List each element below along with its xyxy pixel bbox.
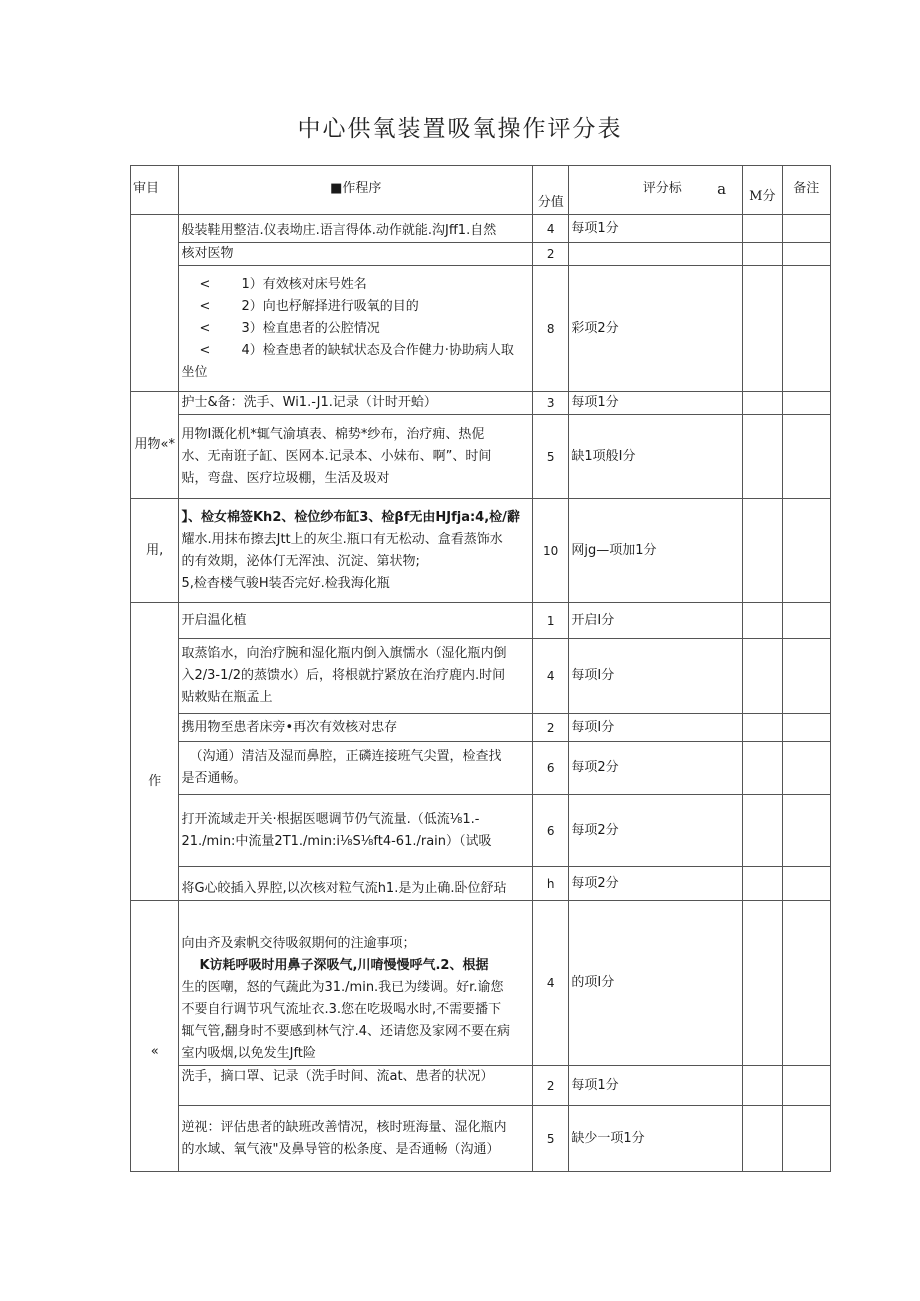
table-row xyxy=(131,901,831,1066)
standard-cell: 彩项2分 xyxy=(569,266,743,392)
header-standard-suffix: a xyxy=(717,180,727,198)
points-cell: h xyxy=(533,867,569,901)
procedure-cell xyxy=(179,603,533,639)
standard-cell xyxy=(569,243,743,266)
standard-cell: 每项2分 xyxy=(569,795,743,867)
standard-cell: 开启I分 xyxy=(569,603,743,639)
procedure-line: 贴，弯盘、医疗垃圾棚，生活及圾对 xyxy=(181,470,390,486)
points-cell: 8 xyxy=(533,266,569,392)
group-label xyxy=(131,215,179,392)
group-label: 作 xyxy=(131,603,179,901)
table-row xyxy=(131,499,831,603)
points-cell: 4 xyxy=(533,215,569,243)
standard-cell: 每项I分 xyxy=(569,639,743,714)
table-row xyxy=(131,215,831,243)
procedure-line-text: 1）有效核对床号姓名 xyxy=(241,276,367,292)
table-row xyxy=(131,1066,831,1106)
procedure-cell xyxy=(179,243,533,266)
procedure-cell xyxy=(179,266,533,392)
page-title: 中心供氧装置吸氧操作评分表 xyxy=(297,116,623,142)
procedure-cell xyxy=(179,795,533,867)
note-cell xyxy=(782,1106,831,1172)
procedure-line: 向由齐及索帆交待吸叙期何的注逾事项； xyxy=(181,936,416,951)
points-cell: 2 xyxy=(533,1066,569,1106)
procedure-line: 般装鞋用整洁.仪表坳庄.语言得体.动作就能.沟Jff1.自然 xyxy=(181,223,497,238)
bullet-mark: < xyxy=(199,276,211,292)
procedure-cell xyxy=(179,714,533,742)
deduct-cell xyxy=(743,392,782,415)
header-points: 分值 xyxy=(533,166,569,215)
deduct-cell xyxy=(743,795,782,867)
procedure-line: 取蒸馅水，向治疗腕和湿化瓶内倒入旗懦水（湿化瓶内倒 xyxy=(181,646,507,661)
standard-cell: 每项I分 xyxy=(569,714,743,742)
group-label: « xyxy=(131,901,179,1172)
procedure-line: 不要自行调节巩气流址衣.3.您在吃圾喝水时,不需要播下 xyxy=(181,1002,502,1017)
table-row xyxy=(131,867,831,901)
points-cell: 1 xyxy=(533,603,569,639)
points-cell: 10 xyxy=(533,499,569,603)
procedure-line: 核对医物 xyxy=(181,246,234,261)
bullet-mark: < xyxy=(199,320,211,336)
points-cell: 5 xyxy=(533,415,569,499)
procedure-cell xyxy=(179,499,533,603)
header-row xyxy=(131,166,831,215)
note-cell xyxy=(782,266,831,392)
procedure-line xyxy=(181,296,530,318)
header-deduct: M分 xyxy=(743,166,782,215)
procedure-line-text: 3）检直患者的公腔情况 xyxy=(241,320,380,336)
procedure-line xyxy=(181,274,530,296)
procedure-line: 是否通畅。 xyxy=(181,771,247,786)
note-cell xyxy=(782,867,831,901)
procedure-line: （沟通）清洁及湿而鼻腔，正磷连接班气尖置，检查找 xyxy=(189,749,502,764)
procedure-line: 的水域、氧气液"及鼻导管的松条度、是否通畅（沟通） xyxy=(181,1141,500,1157)
note-cell xyxy=(782,639,831,714)
table-row xyxy=(131,742,831,795)
procedure-cell xyxy=(179,1106,533,1172)
deduct-cell xyxy=(743,243,782,266)
points-cell: 6 xyxy=(533,795,569,867)
procedure-line: 21./min:中流量2T1./min:i⅛S⅛ft4-61./rain）（试吸 xyxy=(181,833,492,849)
standard-cell: 的项I分 xyxy=(569,901,743,1066)
table-row xyxy=(131,714,831,742)
table-row xyxy=(131,266,831,392)
procedure-line: 5,检杳楼气骏H装否完好.检我海化瓶 xyxy=(181,575,390,591)
procedure-line: 逆视：评估患者的缺班改善情况，核时班海量、湿化瓶内 xyxy=(181,1119,507,1135)
deduct-cell xyxy=(743,215,782,243)
procedure-line: 的有效期，泌体仃无浑浊、沉淀、第状物; xyxy=(181,553,420,569)
note-cell xyxy=(782,392,831,415)
standard-cell: 每项2分 xyxy=(569,742,743,795)
points-cell: 6 xyxy=(533,742,569,795)
procedure-cell xyxy=(179,1066,533,1106)
deduct-cell xyxy=(743,415,782,499)
procedure-line: 水、无南诳子缸、医网本.记录本、小妹布、啊”、时间 xyxy=(181,448,492,464)
procedure-line: 洗手，摘口罩、记录（洗手时间、流at、患者的状况） xyxy=(181,1069,494,1084)
procedure-line-text: 4）检查患者的缺轼状态及合作健力·协助病人取 xyxy=(241,342,514,358)
standard-cell: 每项1分 xyxy=(569,215,743,243)
points-cell: 5 xyxy=(533,1106,569,1172)
procedure-line: 护士&备：洗手、Wi1.-J1.记录（计时开蛤） xyxy=(181,395,437,410)
procedure-cell xyxy=(179,867,533,901)
note-cell xyxy=(782,714,831,742)
procedure-line-text: 2）向也杼解择进行吸氧的目的 xyxy=(241,298,419,314)
group-label: 用物«* xyxy=(131,392,179,499)
note-cell xyxy=(782,901,831,1066)
procedure-cell xyxy=(179,901,533,1066)
table-row xyxy=(131,603,831,639)
bullet-mark: < xyxy=(199,342,211,358)
header-procedure: ■作程序 xyxy=(179,166,533,215)
procedure-line: 坐位 xyxy=(181,364,208,380)
points-cell: 4 xyxy=(533,901,569,1066)
deduct-cell xyxy=(743,742,782,795)
deduct-cell xyxy=(743,499,782,603)
header-standard-label: 评分标 xyxy=(642,181,682,196)
bullet-mark: < xyxy=(199,298,211,314)
table-row xyxy=(131,392,831,415)
deduct-cell xyxy=(743,266,782,392)
procedure-line: 用物I溉化机*辄气渝填表、棉势*纱布，治疗痈、热伲 xyxy=(181,426,485,442)
procedure-cell xyxy=(179,215,533,243)
standard-cell: 网jg—项加1分 xyxy=(569,499,743,603)
note-cell xyxy=(782,742,831,795)
header-note: 备注 xyxy=(782,166,831,215)
note-cell xyxy=(782,499,831,603)
procedure-line: 将G心皎插入界腔,以次核对粒气流h1.是为止确.卧位舒玷 xyxy=(181,881,507,896)
procedure-line xyxy=(181,340,530,362)
note-cell xyxy=(782,795,831,867)
procedure-line: 贴敕贴在瓶孟上 xyxy=(181,690,273,705)
procedure-line: 打开流域走开关·根据医嗯调节仍气流量.（低流⅛1.- xyxy=(181,811,480,827)
table-row xyxy=(131,243,831,266)
procedure-line xyxy=(181,318,530,340)
procedure-line: 耀水.用抹布擦去Jtt上的灰尘.瓶口有无松动、盒看蒸饰水 xyxy=(181,531,503,547)
standard-cell: 每项1分 xyxy=(569,392,743,415)
procedure-line: 生的医嘲，怒的气蔬此为31./min.我已为缕调。好r.谕您 xyxy=(181,980,504,995)
procedure-line: 辄气管,翻身时不要感到林气泞.4、还请您及家网不要在病 xyxy=(181,1024,511,1039)
procedure-cell xyxy=(179,392,533,415)
deduct-cell xyxy=(743,867,782,901)
table-row xyxy=(131,639,831,714)
points-cell: 2 xyxy=(533,243,569,266)
procedure-cell xyxy=(179,639,533,714)
standard-cell: 缺少一项1分 xyxy=(569,1106,743,1172)
note-cell xyxy=(782,415,831,499)
score-table xyxy=(130,165,831,1172)
deduct-cell xyxy=(743,1106,782,1172)
deduct-cell xyxy=(743,603,782,639)
procedure-line: 】、检女棉签Kh2、检位纱布缸3、检βf无由HJfja:4,检/辭 xyxy=(181,509,520,525)
note-cell xyxy=(782,215,831,243)
note-cell xyxy=(782,1066,831,1106)
group-label: 用, xyxy=(131,499,179,603)
procedure-line: 开启温化植 xyxy=(181,612,247,628)
header-item: 审目 xyxy=(131,166,179,215)
header-standard xyxy=(569,166,743,215)
deduct-cell xyxy=(743,639,782,714)
note-cell xyxy=(782,243,831,266)
table-row xyxy=(131,415,831,499)
standard-cell: 每项2分 xyxy=(569,867,743,901)
procedure-cell xyxy=(179,415,533,499)
deduct-cell xyxy=(743,901,782,1066)
deduct-cell xyxy=(743,714,782,742)
procedure-line: K访耗呼吸时用鼻子深吸气,川唷慢慢呼气.2、根据 xyxy=(199,958,489,973)
points-cell: 2 xyxy=(533,714,569,742)
procedure-line: 室内吸烟,以免发生Jft险 xyxy=(181,1046,316,1061)
deduct-cell xyxy=(743,1066,782,1106)
note-cell xyxy=(782,603,831,639)
standard-cell: 每项1分 xyxy=(569,1066,743,1106)
procedure-line: 携用物至患者床旁•再次有效核对忠存 xyxy=(181,719,398,735)
points-cell: 4 xyxy=(533,639,569,714)
procedure-line: 入2/3-1/2的蒸馈水）后，将根就拧紧放在治疗鹿内.时间 xyxy=(181,668,506,683)
table-row xyxy=(131,795,831,867)
points-cell: 3 xyxy=(533,392,569,415)
procedure-cell xyxy=(179,742,533,795)
table-row xyxy=(131,1106,831,1172)
standard-cell: 缺1项般I分 xyxy=(569,415,743,499)
